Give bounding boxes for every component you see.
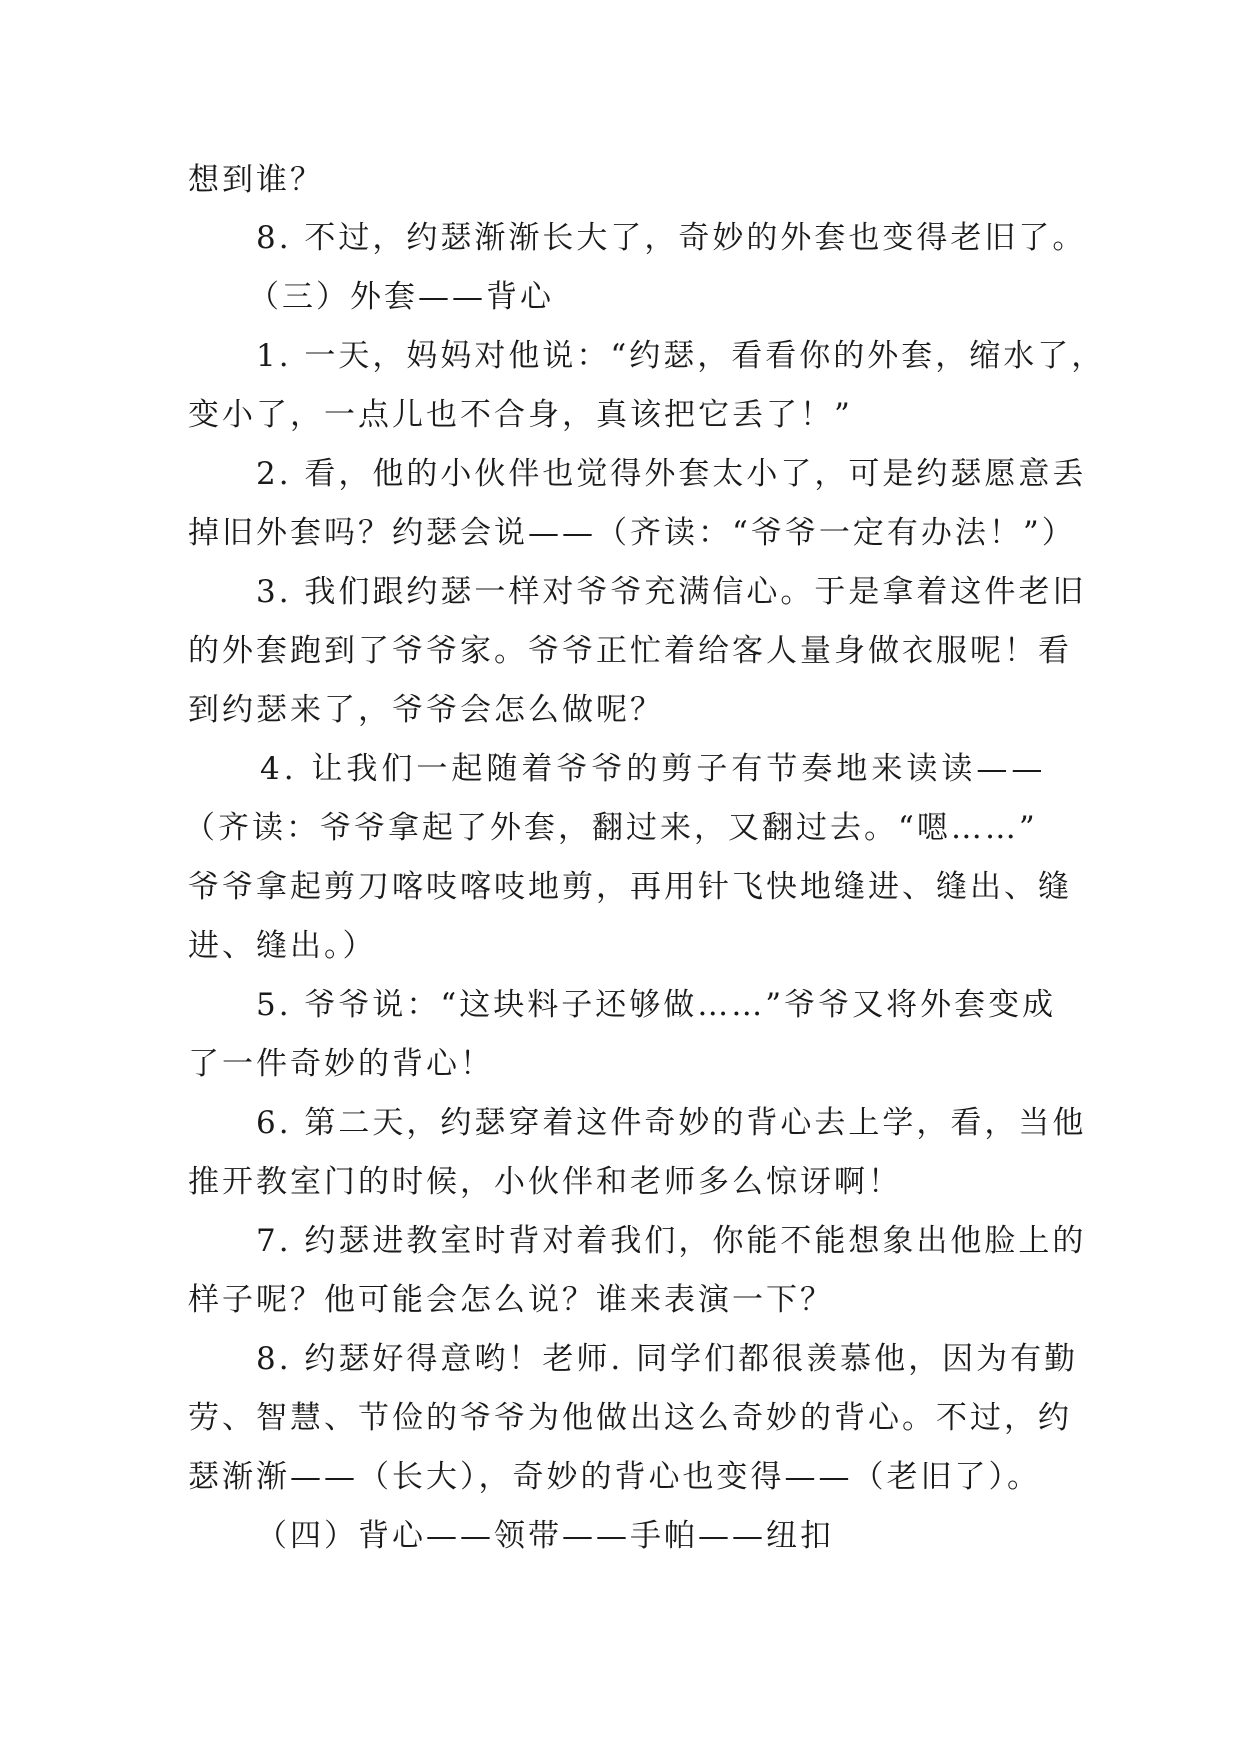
text-line: 瑟渐渐——（长大），奇妙的背心也变得——（老旧了）。	[188, 1459, 1041, 1495]
text-line: 8. 约瑟好得意哟！老师. 同学们都很羡慕他，因为有勤	[256, 1341, 1079, 1377]
text-line: 推开教室门的时候，小伙伴和老师多么惊讶啊！	[188, 1164, 902, 1200]
text-line: 8. 不过，约瑟渐渐长大了，奇妙的外套也变得老旧了。	[256, 220, 1087, 256]
section-heading: （三）外套——背心	[248, 279, 554, 315]
section-heading: （四）背心——领带——手帕——纽扣	[256, 1518, 834, 1554]
text-line: 5. 爷爷说：“这块料子还够做……”爷爷又将外套变成	[256, 987, 1057, 1023]
text-line: 爷爷拿起剪刀喀吱喀吱地剪，再用针飞快地缝进、缝出、缝	[188, 869, 1072, 905]
text-line: 到约瑟来了，爷爷会怎么做呢？	[188, 692, 664, 728]
text-line: 4. 让我们一起随着爷爷的剪子有节奏地来读读——	[260, 751, 1047, 787]
text-line: 6. 第二天，约瑟穿着这件奇妙的背心去上学，看，当他	[256, 1105, 1087, 1141]
text-line: 掉旧外套吗？约瑟会说——（齐读：“爷爷一定有办法！”）	[188, 515, 1076, 551]
text-line: 1. 一天，妈妈对他说：“约瑟，看看你的外套，缩水了，	[256, 338, 1106, 374]
text-line: 了一件奇妙的背心！	[188, 1046, 494, 1082]
text-line: 2. 看，他的小伙伴也觉得外套太小了，可是约瑟愿意丢	[256, 456, 1087, 492]
text-line: 进、缝出。）	[188, 928, 377, 964]
text-line: 变小了，一点儿也不合身，真该把它丢了！”	[188, 397, 853, 433]
text-line: 3. 我们跟约瑟一样对爷爷充满信心。于是拿着这件老旧	[256, 574, 1087, 610]
text-line: 的外套跑到了爷爷家。爷爷正忙着给客人量身做衣服呢！看	[188, 633, 1072, 669]
text-line: 7. 约瑟进教室时背对着我们，你能不能想象出他脸上的	[256, 1223, 1087, 1259]
text-line: （齐读：爷爷拿起了外套，翻过来，又翻过去。“嗯……”	[184, 810, 1038, 846]
text-line: 想到谁？	[188, 162, 324, 198]
text-line: 样子呢？他可能会怎么说？谁来表演一下？	[188, 1282, 834, 1318]
text-line: 劳、智慧、节俭的爷爷为他做出这么奇妙的背心。不过，约	[188, 1400, 1072, 1436]
